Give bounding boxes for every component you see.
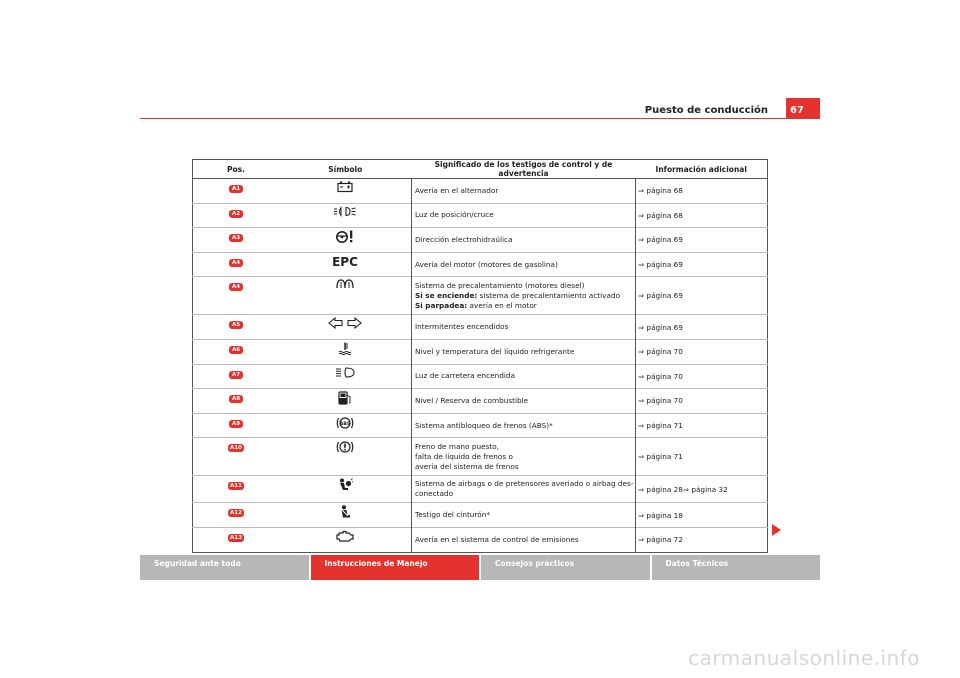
row-description: Nivel / Reserva de combustible [412,389,636,414]
row-info-reference[interactable]: ⇒ página 71 [636,438,768,476]
description-line: avería del sistema de frenos [415,461,519,471]
description-text: sistema de precalentamiento activado [477,290,621,300]
table-row [193,438,768,476]
row-info-reference[interactable]: ⇒ página 68 [636,179,768,204]
row-info-reference[interactable]: ⇒ página 72 [636,527,768,552]
position-badge: A11 [230,483,242,490]
battery-icon [337,185,353,194]
seatbelt-icon [338,512,352,521]
footer-tab-technical-data[interactable]: Datos Técnicos [652,555,821,580]
row-description: Dirección electrohidraúlica [412,228,636,253]
table-header-row [193,160,768,179]
table-row [193,476,768,503]
row-info-reference[interactable]: ⇒ página 70 [636,364,768,389]
footer-tab-practical-tips[interactable]: Consejos prácticos [481,555,650,580]
brake-warning-icon [336,447,354,456]
header-rule [140,118,820,119]
description-line: Sistema de precalentamiento (motores diesel) [415,280,585,290]
position-badge: A4 [229,259,243,267]
row-description: Avería en el alternador [412,179,636,204]
row-info-reference[interactable]: ⇒ página 70 [636,389,768,414]
position-badge: A3 [229,234,243,242]
table-row [193,364,768,389]
table-row [193,503,768,528]
row-description: Nivel y temperatura del líquido refrigerante [412,339,636,364]
table-row [193,527,768,552]
position-badge: A10 [230,445,242,452]
row-description [412,277,636,315]
description-text: avería en el motor [467,300,537,310]
table-row [193,315,768,340]
row-description: Sistema antibloqueo de frenos (ABS)* [412,413,636,438]
position-badge: A2 [229,210,243,218]
table-row [193,413,768,438]
row-info-reference[interactable]: ⇒ página 18 [636,503,768,528]
turn-signals-icon [328,322,362,331]
power-steering-icon [335,236,355,245]
table-row [193,203,768,228]
warning-lights-table [192,159,768,553]
watermark: carmanualsonline.info [688,646,920,670]
description-line [415,301,635,311]
glow-plug-icon [336,283,354,292]
row-description: Avería del motor (motores de gasolina) [412,252,636,277]
description-line: conectado [415,489,454,499]
row-info-reference[interactable]: ⇒ página 69 [636,228,768,253]
position-badge: A7 [229,371,243,379]
column-header-info: Información adicional [636,160,768,179]
row-description [412,476,636,503]
description-label: Si parpadea: [415,300,468,310]
position-badge: A13 [230,534,242,541]
description-label: Si se enciende: [415,290,478,300]
description-line: Freno de mano puesto, [415,441,500,451]
row-description: Intermitentes encendidos [412,315,636,340]
description-line: falta de líquido de frenos o [415,451,513,461]
position-badge: A6 [229,346,243,354]
row-info-reference[interactable]: ⇒ página 70 [636,339,768,364]
abs-icon-text: ABS [339,421,351,427]
abs-icon [336,423,354,432]
fuel-pump-icon [338,398,352,407]
position-badge: A12 [230,510,242,517]
row-description: Luz de carretera encendida [412,364,636,389]
table-row [193,252,768,277]
engine-emissions-icon [335,535,355,544]
row-description [412,438,636,476]
row-description: Testigo del cinturón* [412,503,636,528]
row-info-reference[interactable]: ⇒ página 69 [636,252,768,277]
column-header-pos: Pos. [193,160,280,179]
row-info-reference[interactable]: ⇒ página 71 [636,413,768,438]
position-badge: A1 [229,185,243,193]
row-info-reference[interactable]: ⇒ página 69 [636,277,768,315]
table-row [193,277,768,315]
row-info-reference[interactable]: ⇒ página 68 [636,203,768,228]
description-line [415,291,635,301]
description-line: Sistema de airbags o de pretensores averiado o airbag des- [415,479,634,489]
headlight-low-beam-icon [333,210,357,219]
position-badge: A8 [229,395,243,403]
page-number: 67 [786,98,820,118]
coolant-temperature-icon [338,348,352,357]
epc-icon-text: EPC [332,254,358,269]
table-row [193,179,768,204]
airbag-icon [337,485,353,494]
table-row [193,228,768,253]
table-row [193,339,768,364]
row-info-reference[interactable]: ⇒ página 69 [636,315,768,340]
table-row [193,389,768,414]
row-description: Avería en el sistema de control de emisiones [412,527,636,552]
high-beam-icon [335,371,355,380]
row-description: Luz de posición/cruce [412,203,636,228]
epc-icon [332,254,358,270]
page-title: Puesto de conducción [644,105,768,116]
footer-tab-safety[interactable]: Seguridad ante todo [140,555,309,580]
position-badge: A5 [229,321,243,329]
position-badge: A9 [229,420,243,428]
column-header-symbol: Símbolo [279,160,412,179]
footer-nav [140,555,820,580]
footer-tab-operating-instructions[interactable]: Instrucciones de Manejo [311,555,480,580]
position-badge: A4 [229,283,243,291]
next-page-arrow-icon[interactable] [772,524,781,536]
row-info-reference[interactable]: ⇒ página 28⇒ página 32 [636,476,768,503]
column-header-meaning: Significado de los testigos de control y de advertencia [412,160,636,179]
